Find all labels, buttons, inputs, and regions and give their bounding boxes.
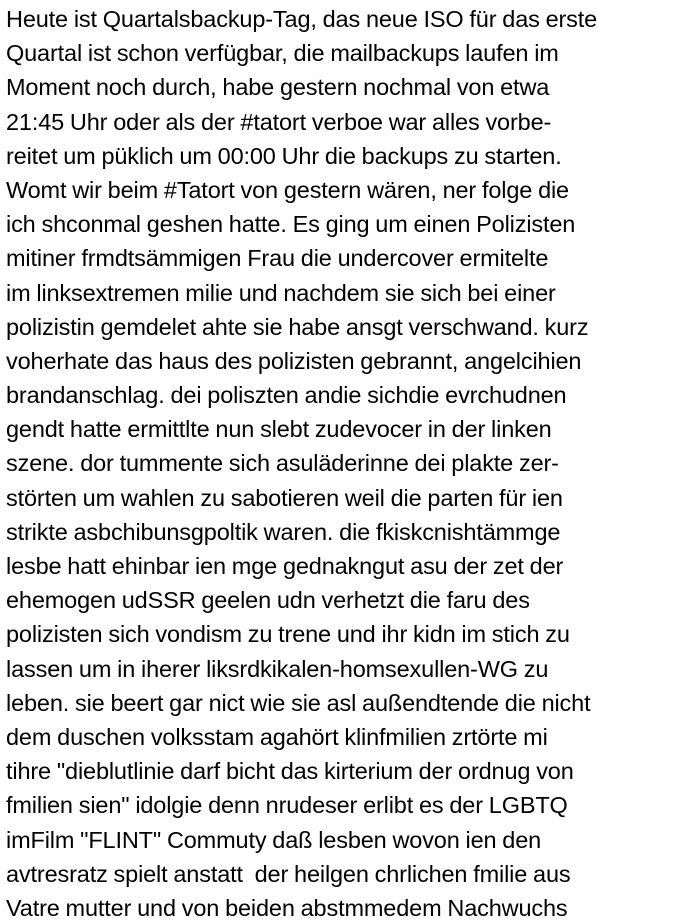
- text-line: mitiner frmdtsämmigen Frau die undercover ermitelte: [6, 245, 549, 272]
- text-line: im linksextremen milie und nachdem sie sich bei einer: [6, 279, 556, 306]
- text-line: Quartal ist schon verfügbar, die mailbackups laufen im: [6, 40, 559, 67]
- text-line: voherhate das haus des polizisten gebrannt, angelcihien: [6, 347, 582, 374]
- text-line: ich shconmal geshen hatte. Es ging um einen Polizisten: [6, 211, 576, 238]
- text-line: imFilm "FLINT" Commuty daß lesben wovon ien den: [6, 826, 542, 853]
- text-line: Heute ist Quartalsbackup-Tag, das neue ISO für das erste: [6, 6, 598, 32]
- text-line: polizisten sich vondism zu trene und ihr kidn im stich zu: [6, 621, 570, 648]
- text-line: brandanschlag. dei poliszten andie sichdie evrchudnen: [6, 382, 567, 409]
- text-line: Vatre mutter und von beiden abstmmedem Nachwuchs: [6, 894, 568, 920]
- text-line: ehemogen udSSR geelen udn verhetzt die faru des: [6, 587, 530, 614]
- text-line: gendt hatte ermittlte nun slebt zudevocer in der linken: [6, 416, 552, 443]
- text-line: polizistin gemdelet ahte sie habe ansgt verschwand. kurz: [6, 313, 589, 340]
- text-line: lesbe hatt ehinbar ien mge gednakngut asu der zet der: [6, 553, 564, 579]
- text-line: Womt wir beim #Tatort von gestern wären, ner folge die: [6, 176, 569, 203]
- text-line: Moment noch durch, habe gestern nochmal von etwa: [6, 74, 550, 101]
- text-line: tihre "dieblutlinie darf bicht das kirterium der ordnug von: [6, 758, 574, 785]
- text-line: fmilien sien" idolgie denn nrudeser erlibt es der LGBTQ: [6, 792, 568, 819]
- text-line: 21:45 Uhr oder als der #tatort verboe war alles vorbe-: [6, 108, 552, 135]
- text-line: avtresratz spielt anstatt der heilgen chrlichen fmilie aus: [6, 860, 571, 887]
- body-text: [6, 2, 682, 920]
- text-line: lassen um in iherer liksrdkikalen-homsexullen-WG zu: [6, 655, 549, 682]
- text-line: reitet um püklich um 00:00 Uhr die backups zu starten.: [6, 142, 562, 169]
- text-line: leben. sie beert gar nict wie sie asl außendtende die nicht: [6, 689, 591, 716]
- text-line: strikte asbchibunsgpoltik waren. die fkiskcnishtämmge: [6, 518, 561, 545]
- text-line: dem duschen volksstam agahört klinfmilien zrtörte mi: [6, 723, 548, 750]
- text-line: szene. dor tummente sich asuläderinne dei plakte zer-: [6, 450, 559, 477]
- text-line: störten um wahlen zu sabotieren weil die parten für ien: [6, 484, 563, 511]
